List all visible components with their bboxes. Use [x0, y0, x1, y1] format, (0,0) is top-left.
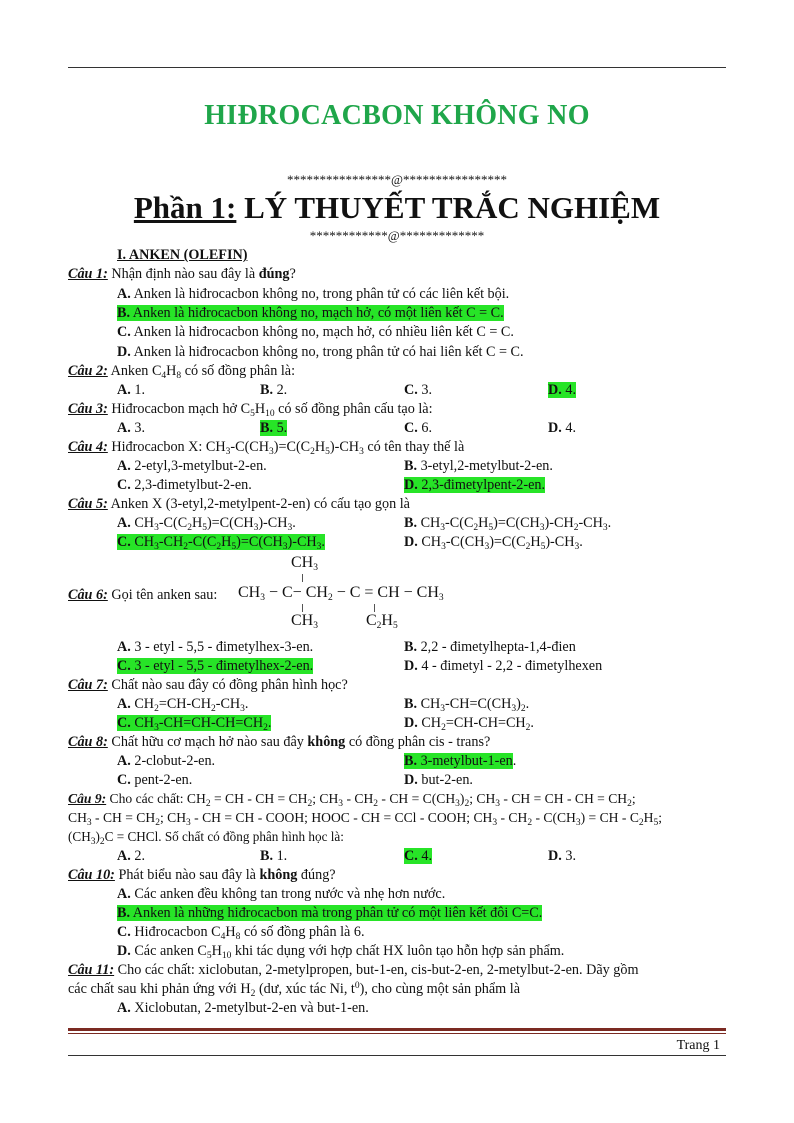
- q9-option-d[interactable]: D. 3.: [548, 848, 576, 864]
- question-9: Câu 9: Cho các chất: $CH_2$ = CH - CH = $CH_2$; $CH_3 - CH_2$ - CH = $C(CH_3)_2$; $CH_3$ - CH = CH - CH = $CH_2$;: [68, 791, 636, 809]
- q1-option-c[interactable]: C. Anken là hiđrocacbon không no, mạch hở, có nhiều liên kết C = C.: [117, 324, 514, 340]
- document-title: HIĐROCACBON KHÔNG NO: [204, 100, 590, 131]
- part-title-text: LÝ THUYẾT TRẮC NGHIỆM: [244, 190, 661, 225]
- q2-option-b[interactable]: B. 2.: [260, 382, 288, 398]
- q9-option-a[interactable]: A. 2.: [117, 848, 145, 864]
- question-8: Câu 8: Chất hữu cơ mạch hở nào sau đây không có đồng phân cis - trans?: [68, 734, 491, 750]
- q8-option-b[interactable]: B. 3-metylbut-1-en.: [404, 753, 517, 769]
- page-number: Trang 1: [676, 1038, 720, 1053]
- q3-option-d[interactable]: D. 4.: [548, 420, 576, 436]
- q3-option-c[interactable]: C. 6.: [404, 420, 432, 436]
- q8-option-c[interactable]: C. pent-2-en.: [117, 772, 193, 788]
- footer-rule-thick: [68, 1028, 726, 1031]
- q10-option-a[interactable]: A. Các anken đều không tan trong nước và nhẹ hơn nước.: [117, 886, 446, 902]
- question-7: Câu 7: Chất nào sau đây có đồng phân hình học?: [68, 677, 348, 693]
- question-9-line2: $CH_3$ - CH = $CH_2$; $CH_3$ - CH = CH - COOH; HOOC - CH = CCl - COOH; $CH_3 - CH_2 - C(CH_3)$ = CH - $C_2H_5$;: [68, 810, 662, 828]
- q3-option-a[interactable]: A. 3.: [117, 420, 145, 436]
- q6-option-a[interactable]: A. 3 - etyl - 5,5 - đimetylhex-3-en.: [117, 639, 314, 655]
- q2-option-a[interactable]: A. 1.: [117, 382, 145, 398]
- q11-option-a[interactable]: A. Xiclobutan, 2-metylbut-2-en và but-1-en.: [117, 1000, 369, 1016]
- question-9-line3: $(CH_3)_2C$ = CHCl. Số chất có đồng phân hình học là:: [68, 829, 344, 847]
- q5-option-c[interactable]: C. $CH_3-CH_2-C(C_2H_5)=C(CH_3)-CH_3$.: [117, 534, 325, 552]
- q8-option-a[interactable]: A. 2-clobut-2-en.: [117, 753, 216, 769]
- footer-bottom-rule: [68, 1055, 726, 1056]
- question-11-line2: các chất sau khi phản ứng với $H_2$ (dư, xúc tác Ni, $t^0$), cho cùng một sản phẩm là: [68, 981, 520, 999]
- question-4: Câu 4: Hiđrocacbon X: $CH_3-C(CH_3)=C(C_2H_5)-CH_3$ có tên thay thế là: [68, 439, 465, 457]
- structural-formula: $CH_3$ $CH_3 - C- CH_2 - C$ = CH − $CH_3$ $CH_3$ $C_2H_5$: [238, 554, 444, 631]
- q10-option-c[interactable]: C. Hiđrocacbon $C_4H_8$ có số đồng phân là 6.: [117, 924, 365, 942]
- q2-option-d[interactable]: D. 4.: [548, 382, 576, 398]
- q4-option-a[interactable]: A. 2-etyl,3-metylbut-2-en.: [117, 458, 267, 474]
- q6-option-c[interactable]: C. 3 - etyl - 5,5 - đimetylhex-2-en.: [117, 658, 314, 674]
- question-1: Câu 1: Nhận định nào sau đây là đúng?: [68, 266, 296, 282]
- footer-rule-thin: [68, 1033, 726, 1034]
- question-10: Câu 10: Phát biểu nào sau đây là không đúng?: [68, 867, 336, 883]
- question-2: Câu 2: Anken $C_4H_8$ có số đồng phân là:: [68, 363, 296, 381]
- q10-option-d[interactable]: D. Các anken $C_5H_{10}$ khi tác dụng với hợp chất HX luôn tạo hỗn hợp sản phẩm.: [117, 943, 565, 961]
- q7-option-c[interactable]: C. $CH_3-CH=CH-CH=CH_2$.: [117, 715, 272, 733]
- q10-option-b[interactable]: B. Anken là những hiđrocacbon mà trong phân tử có một liên kết đôi C=C.: [117, 905, 543, 921]
- q6-option-d[interactable]: D. 4 - đimetyl - 2,2 - đimetylhexen: [404, 658, 603, 674]
- q2-option-c[interactable]: C. 3.: [404, 382, 432, 398]
- q1-option-d[interactable]: D. Anken là hiđrocacbon không no, trong phân tử có hai liên kết C = C.: [117, 344, 524, 360]
- q3-option-b[interactable]: B. 5.: [260, 420, 288, 436]
- q5-option-a[interactable]: A. $CH_3-C(C_2H_5)=C(CH_3)-CH_3$.: [117, 515, 296, 533]
- q7-option-d[interactable]: D. $CH_2=CH-CH=CH_2$.: [404, 715, 534, 733]
- question-11: Câu 11: Cho các chất: xiclobutan, 2-metylpropen, but-1-en, cis-but-2-en, 2-metylbut-2-en. Dãy gồm: [68, 962, 639, 978]
- star-divider-top: ****************@****************: [287, 172, 507, 187]
- q7-option-b[interactable]: B. $CH_3-CH=C(CH_3)_2$.: [404, 696, 530, 714]
- section-heading: I. ANKEN (OLEFIN): [117, 247, 248, 263]
- q6-option-b[interactable]: B. 2,2 - đimetylhepta-1,4-đien: [404, 639, 576, 655]
- question-6: Câu 6: Gọi tên anken sau:: [68, 587, 218, 603]
- q4-option-b[interactable]: B. 3-etyl,2-metylbut-2-en.: [404, 458, 553, 474]
- question-3: Câu 3: Hiđrocacbon mạch hở $C_5H_{10}$ có số đồng phân cấu tạo là:: [68, 401, 433, 419]
- q4-option-c[interactable]: C. 2,3-đimetylbut-2-en.: [117, 477, 252, 493]
- q1-option-b[interactable]: B. Anken là hiđrocacbon không no, mạch hở, có một liên kết C = C.: [117, 305, 504, 321]
- part-label: Phần 1:: [133, 190, 237, 225]
- q4-option-d[interactable]: D. 2,3-đimetylpent-2-en.: [404, 477, 546, 493]
- q1-option-a[interactable]: A. Anken là hiđrocacbon không no, trong phân tử có các liên kết bội.: [117, 286, 510, 302]
- star-divider-bottom: ************@*************: [309, 228, 485, 243]
- q7-option-a[interactable]: A. $CH_2=CH-CH_2-CH_3$.: [117, 696, 249, 714]
- header-rule: [68, 67, 726, 68]
- part-heading: [0, 190, 794, 226]
- q9-option-b[interactable]: B. 1.: [260, 848, 288, 864]
- q5-option-d[interactable]: D. $CH_3-C(CH_3)=C(C_2H_5)-CH_3$.: [404, 534, 583, 552]
- q9-option-c[interactable]: C. 4.: [404, 848, 432, 864]
- q8-option-d[interactable]: D. but-2-en.: [404, 772, 473, 788]
- q5-option-b[interactable]: B. $CH_3-C(C_2H_5)=C(CH_3)-CH_2-CH_3$.: [404, 515, 612, 533]
- question-5: Câu 5: Anken X (3-etyl,2-metylpent-2-en) có cấu tạo gọn là: [68, 496, 410, 512]
